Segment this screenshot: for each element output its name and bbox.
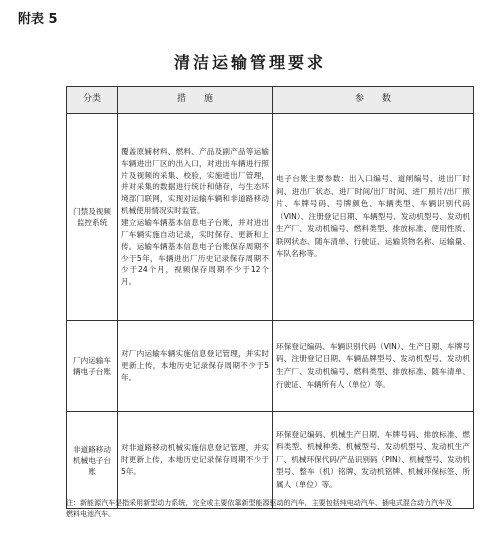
footnote: 注：新能源汽车是指采用新型动力系统，完全或主要依靠新型能源驱动的汽车，主要包括纯电动汽车、插电式混合动力汽车及燃料电池汽车。 (66, 499, 452, 519)
row-category: 非道路移动机械电子台账 (67, 412, 118, 509)
row-category: 门禁及视频监控系统 (67, 114, 118, 321)
row-parameters: 电子台账主要参数：出入口编号、道闸编号、进出厂时间、进出厂状态、进厂时间/出厂时间、进厂照片/出厂照片、车牌号码、号牌颜色、车辆类型、车辆识别代码（VIN）、注册登记日期、车辆型号、发动机型号、发动机生产厂、发动机编号、燃料类型、排放标准、使用性质、联网状态、随车清单、行驶证、运输货物名称、运输量、车队名称等。 (273, 114, 474, 321)
header-category: 分类 (67, 87, 118, 114)
row-measures: 覆盖原辅材料、燃料、产品及副产品等运输车辆进出厂区的出入口，对进出车辆进行照片及视频的采集、校验，实施进出厂管理，并对采集的数据进行统计和储存，与生态环境部门联网，实现对运输车辆和非道路移动机械使用情况实时监管。 建立运输车辆基本信息电子台账，并对进出厂车辆实施自动记录，实时保存、更新和上传。运输车辆基本信息电子台账保存周期不少于5年，车辆进出厂历史记录保存周期不少于24个月，视频保存周期不少于12个月。 (118, 114, 273, 321)
header-measures: 措 施 (118, 87, 273, 114)
table-row (67, 412, 474, 509)
appendix-label: 附表 5 (18, 12, 58, 27)
table-header-row (67, 87, 474, 114)
row-measures: 对非道路移动机械实施信息登记管理，并实时更新上传，本地历史记录保存周期不少于5年。 (118, 412, 273, 509)
row-parameters: 环保登记编码、机械生产日期、车牌号码、排放标准、燃料类型、机械种类、机械型号、发动机型号、发动机生产厂、机械环保代码/产品识别码（PIN）、机械型号、发动机型号、整车（机）铭牌、发动机铭牌、机械环保标签、所属人（单位）等。 (273, 412, 474, 509)
table-row (67, 321, 474, 412)
requirements-table (66, 86, 474, 509)
row-measures: 对厂内运输车辆实施信息登记管理，并实时更新上传，本地历史记录保存周期不少于5年。 (118, 321, 273, 412)
row-category: 厂内运输车辆电子台账 (67, 321, 118, 412)
table-row (67, 114, 474, 321)
page-title: 清洁运输管理要求 (173, 53, 326, 72)
row-parameters: 环保登记编码、车辆识别代码（VIN）、生产日期、车牌号码、注册登记日期、车辆品牌型号、发动机型号、发动机生产厂、发动机编号、燃料类型、排放标准、随车清单、行驶证、车辆所有人（单位）等。 (273, 321, 474, 412)
header-parameters: 参 数 (273, 87, 474, 114)
